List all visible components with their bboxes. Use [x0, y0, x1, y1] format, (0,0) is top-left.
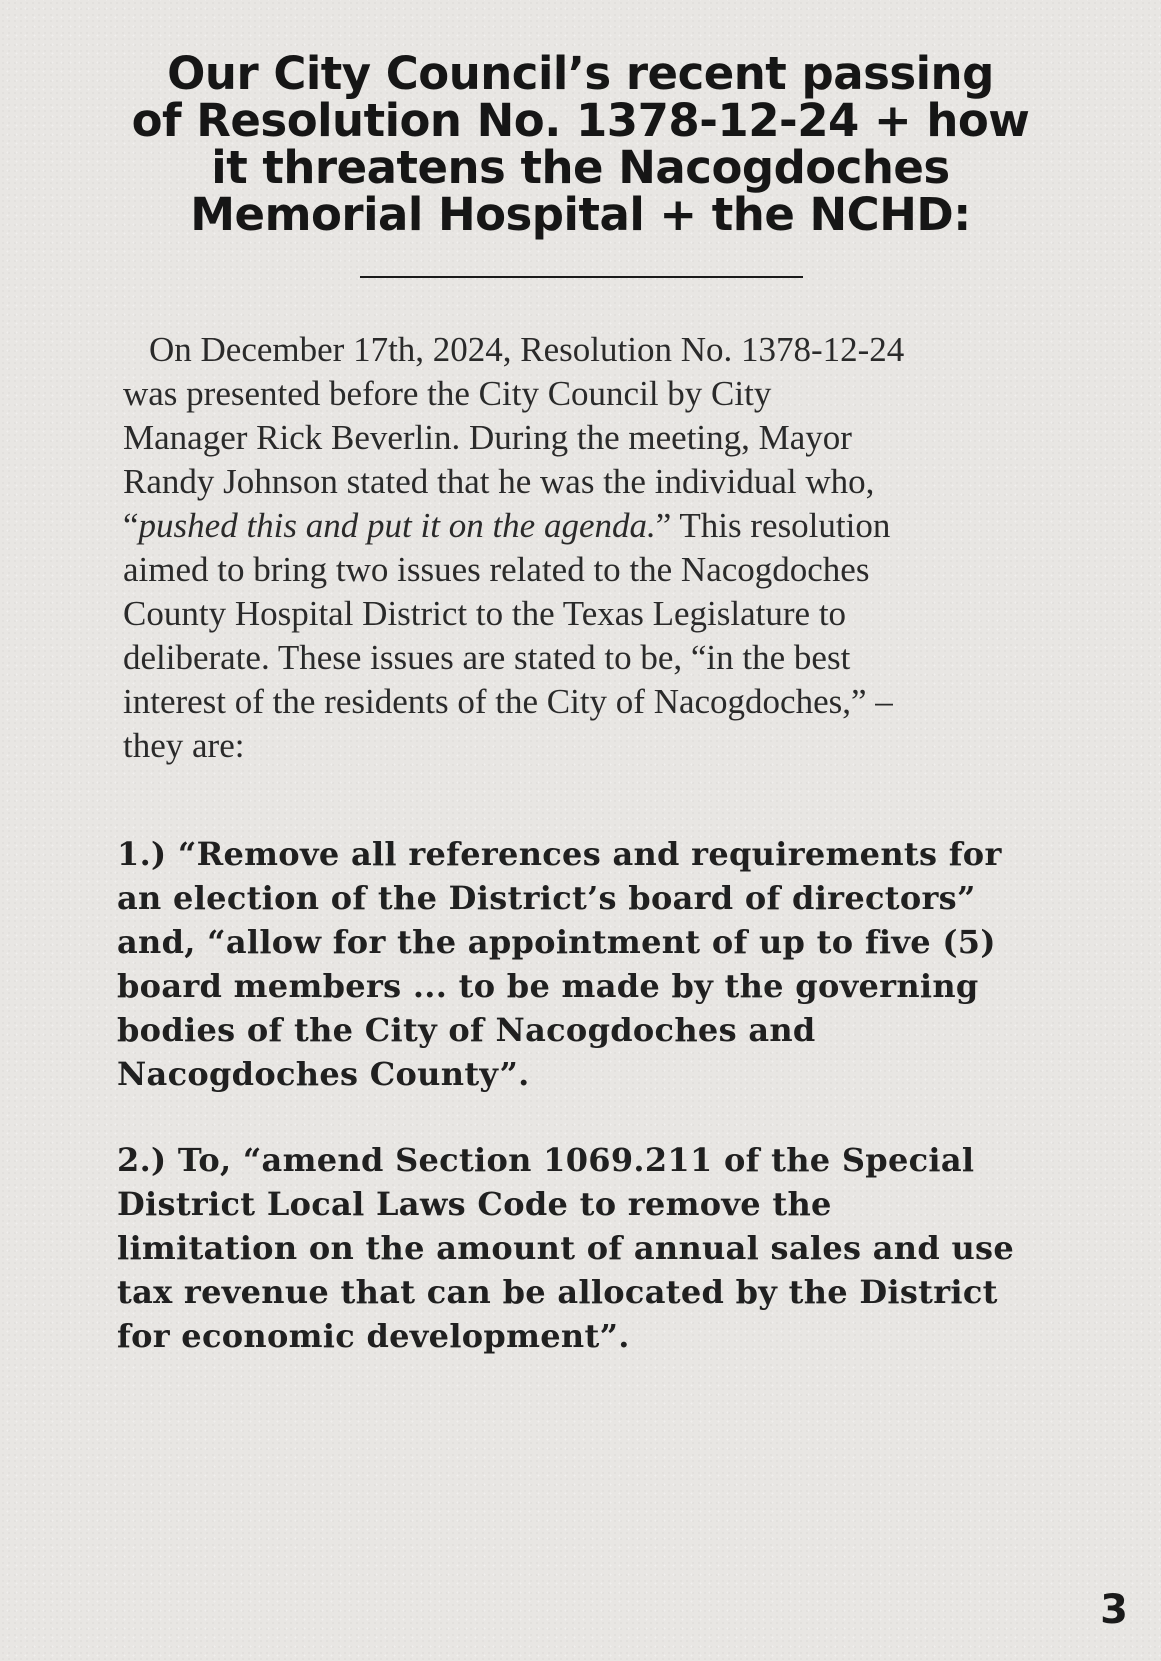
item-line: tax revenue that can be allocated by the District: [117, 1273, 998, 1311]
intro-line: aimed to bring two issues related to the Nacogdoches: [123, 550, 870, 589]
intro-line-quote: [123, 504, 1043, 548]
resolution-item-1: [117, 832, 1047, 1096]
item-line: limitation on the amount of annual sales and use: [117, 1229, 1015, 1267]
title-divider: [360, 276, 803, 278]
intro-line: On December 17th, 2024, Resolution No. 1378-12-24: [149, 330, 905, 369]
intro-line: interest of the residents of the City of Nacogdoches,” –: [123, 682, 893, 721]
item-line: board members ... to be made by the governing: [117, 967, 979, 1005]
title-line: Our City Council’s recent passing: [167, 47, 994, 100]
title-line: of Resolution No. 1378-12-24 + how: [131, 94, 1030, 147]
italic-quote: pushed this and put it on the agenda.: [138, 506, 656, 545]
item-line: 2.) To, “amend Section 1069.211 of the Special: [117, 1141, 975, 1179]
item-line: District Local Laws Code to remove the: [117, 1185, 832, 1223]
item-line: Nacogdoches County”.: [117, 1055, 530, 1093]
intro-line: Randy Johnson stated that he was the individual who,: [123, 462, 875, 501]
intro-line: deliberate. These issues are stated to be, “in the best: [123, 638, 851, 677]
intro-line: they are:: [123, 726, 245, 765]
page-title: [100, 47, 1061, 241]
quote-open-mark: “: [123, 506, 139, 545]
title-line: Memorial Hospital + the NCHD:: [190, 188, 971, 241]
item-line: an election of the District’s board of directors”: [117, 879, 976, 917]
item-line: bodies of the City of Nacogdoches and: [117, 1011, 816, 1049]
item-line: and, “allow for the appointment of up to five (5): [117, 923, 996, 961]
intro-line: County Hospital District to the Texas Legislature to: [123, 594, 847, 633]
item-line: for economic development”.: [117, 1317, 630, 1355]
title-line: it threatens the Nacogdoches: [211, 141, 950, 194]
intro-paragraph: [123, 328, 1043, 768]
intro-line: was presented before the City Council by City: [123, 374, 772, 413]
page-number: 3: [1100, 1587, 1128, 1633]
resolution-item-2: [117, 1138, 1047, 1358]
quote-continuation: ” This resolution: [655, 506, 891, 545]
intro-line: Manager Rick Beverlin. During the meeting, Mayor: [123, 418, 852, 457]
item-line: 1.) “Remove all references and requirements for: [117, 835, 1002, 873]
